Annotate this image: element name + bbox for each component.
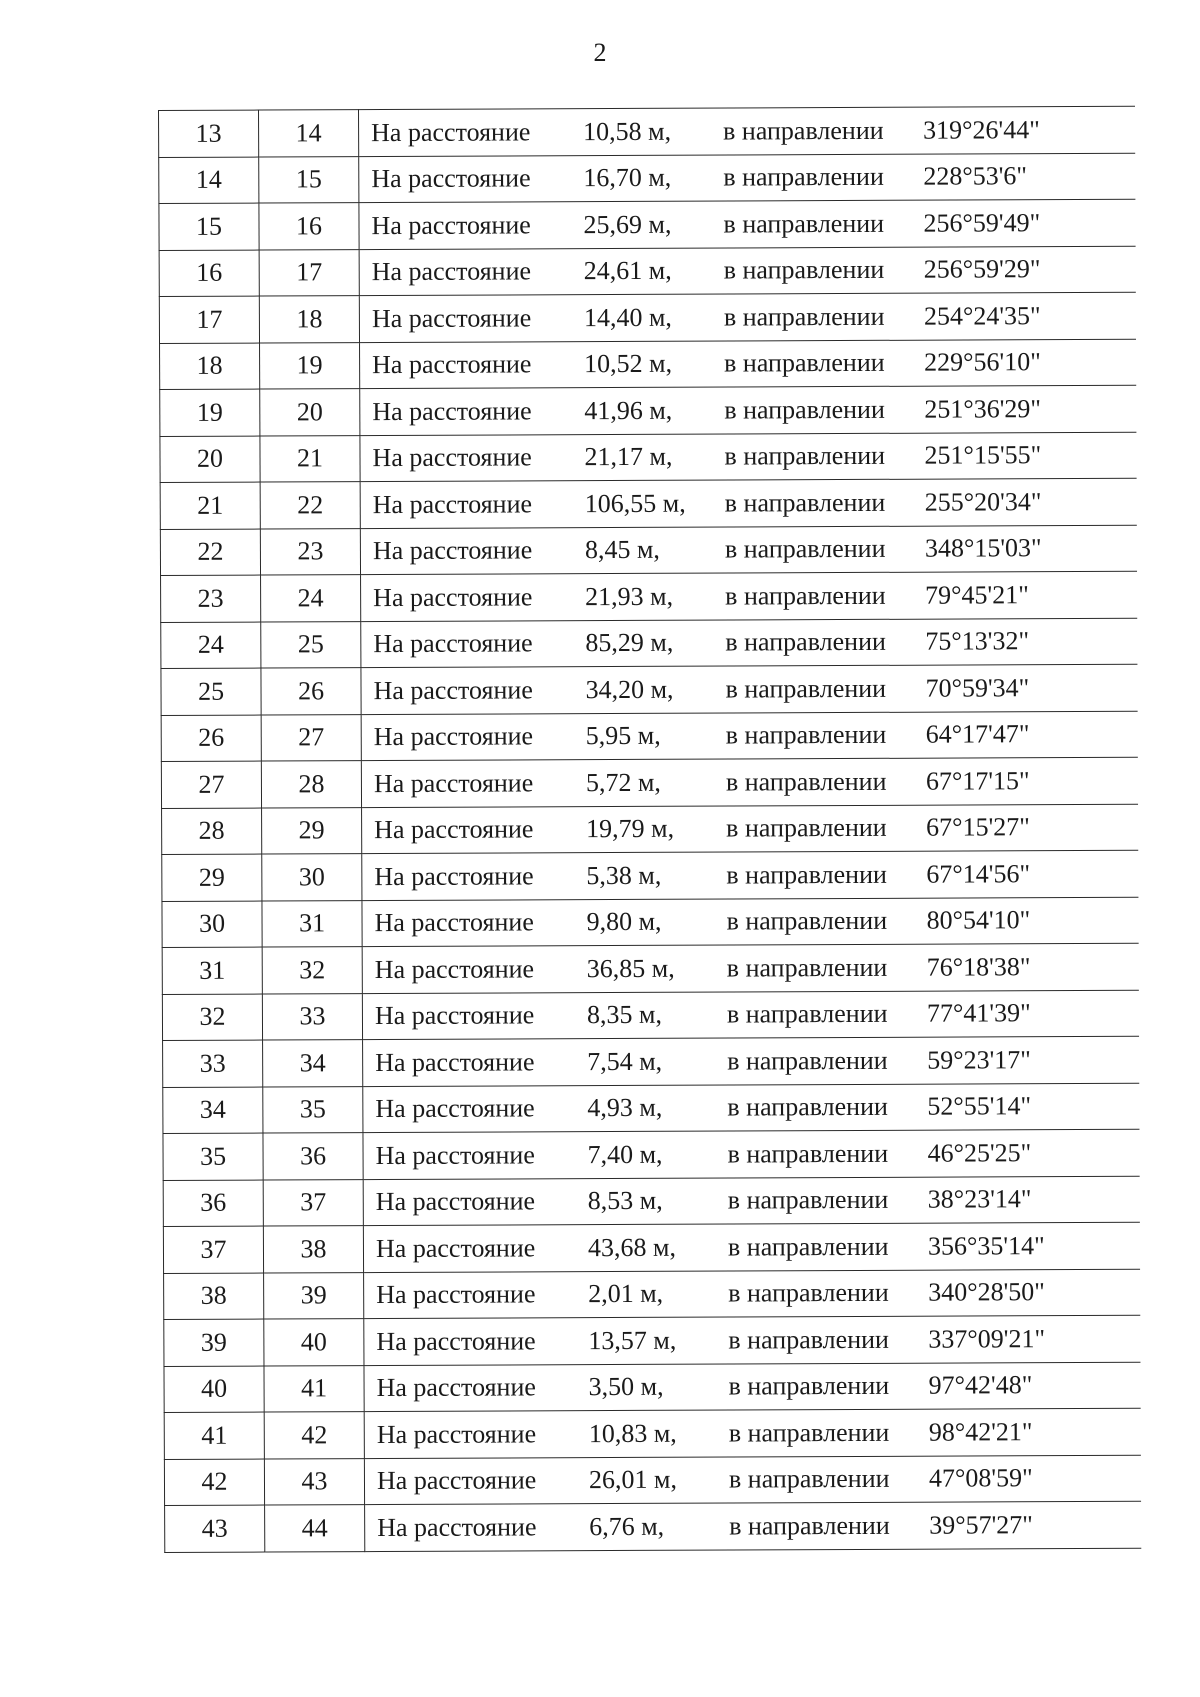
- distance-value: 8,35 м,: [586, 1000, 662, 1030]
- table-row: [160, 478, 1136, 529]
- distance-label: На расстояние: [371, 117, 531, 147]
- direction-label: в направлении: [728, 1464, 890, 1494]
- direction-value: 356°35'14": [927, 1230, 1045, 1261]
- table-row: [164, 1455, 1140, 1506]
- distance-label: На расстояние: [372, 535, 533, 566]
- distance-label: На расстояние: [374, 861, 534, 891]
- to-point-cell: 40: [264, 1319, 364, 1366]
- distance-value: 2,01 м,: [588, 1279, 664, 1309]
- distance-label: На расстояние: [372, 349, 532, 380]
- table-row: [160, 525, 1136, 576]
- direction-value: 97°42'48": [928, 1370, 1033, 1400]
- segment-description-cell: [361, 711, 1137, 761]
- table-row: [162, 943, 1138, 994]
- direction-value: 340°28'50": [928, 1277, 1045, 1307]
- segment-description-cell: [363, 1083, 1139, 1133]
- direction-value: 255°20'34": [924, 486, 1042, 517]
- distance-value: 8,45 м,: [584, 535, 660, 565]
- from-point-cell: 20: [160, 436, 260, 483]
- segment-description-cell: [360, 525, 1136, 575]
- to-point-cell: 32: [262, 947, 362, 994]
- direction-label: в направлении: [723, 162, 884, 192]
- direction-label: в направлении: [727, 1045, 888, 1076]
- segment-description-cell: [360, 339, 1136, 389]
- to-point-cell: 31: [262, 900, 362, 947]
- from-point-cell: 28: [162, 808, 262, 855]
- from-point-cell: 26: [161, 715, 261, 762]
- table-row: [160, 385, 1136, 436]
- from-point-cell: 30: [162, 901, 262, 948]
- to-point-cell: 39: [264, 1272, 364, 1319]
- direction-label: в направлении: [725, 580, 886, 611]
- distance-label: На расстояние: [375, 1233, 536, 1263]
- direction-value: 39°57'27": [929, 1509, 1033, 1540]
- from-point-cell: 25: [161, 668, 261, 715]
- distance-label: На расстояние: [376, 1419, 537, 1449]
- distance-label: На расстояние: [373, 675, 533, 705]
- table-row: [162, 990, 1138, 1041]
- from-point-cell: 33: [163, 1040, 263, 1087]
- segment-description-cell: [364, 1455, 1140, 1505]
- from-point-cell: 35: [163, 1133, 263, 1180]
- from-point-cell: 42: [164, 1459, 264, 1506]
- direction-label: в направлении: [728, 1278, 889, 1308]
- direction-value: 70°59'34": [925, 672, 1030, 703]
- distance-label: На расстояние: [376, 1372, 536, 1403]
- segment-description-cell: [359, 246, 1135, 296]
- from-point-cell: 17: [159, 296, 259, 343]
- table-row: [159, 246, 1135, 297]
- table-row: [161, 664, 1137, 715]
- direction-label: в направлении: [723, 115, 884, 146]
- distance-label: На расстояние: [373, 582, 533, 612]
- direction-label: в направлении: [726, 999, 888, 1029]
- to-point-cell: 38: [263, 1226, 363, 1273]
- segment-description-cell: [363, 1222, 1139, 1272]
- distance-label: На расстояние: [376, 1326, 536, 1356]
- distance-value: 26,01 м,: [588, 1464, 677, 1495]
- direction-value: 229°56'10": [924, 347, 1041, 377]
- table-row: [164, 1362, 1140, 1413]
- distance-label: На расстояние: [374, 907, 534, 938]
- from-point-cell: 19: [160, 389, 260, 436]
- table-row: [163, 1222, 1139, 1273]
- distance-value: 10,52 м,: [584, 349, 673, 379]
- segment-description-cell: [361, 664, 1137, 714]
- direction-value: 254°24'35": [923, 300, 1041, 331]
- from-point-cell: 43: [165, 1505, 265, 1552]
- distance-value: 7,54 м,: [587, 1046, 663, 1076]
- distance-label: На расстояние: [372, 442, 532, 473]
- table-row: [163, 1083, 1139, 1134]
- from-point-cell: 34: [163, 1087, 263, 1134]
- table-row: [162, 897, 1138, 948]
- distance-value: 6,76 м,: [589, 1511, 665, 1541]
- to-point-cell: 41: [264, 1365, 364, 1412]
- distance-value: 34,20 м,: [585, 674, 674, 704]
- direction-value: 251°15'55": [924, 440, 1042, 470]
- table-row: [159, 199, 1135, 250]
- direction-label: в направлении: [724, 348, 885, 378]
- direction-label: в направлении: [728, 1417, 890, 1448]
- distance-value: 5,95 м,: [585, 721, 661, 751]
- distance-value: 19,79 м,: [586, 814, 675, 844]
- table-row: [159, 153, 1135, 204]
- direction-label: в направлении: [724, 394, 885, 425]
- segment-description-cell: [362, 897, 1138, 947]
- from-point-cell: 39: [164, 1319, 264, 1366]
- distance-label: На расстояние: [372, 489, 533, 519]
- distance-label: На расстояние: [374, 814, 534, 845]
- direction-label: в направлении: [724, 534, 886, 564]
- direction-value: 59°23'17": [927, 1044, 1031, 1075]
- to-point-cell: 15: [259, 156, 359, 203]
- segment-description-cell: [363, 1129, 1139, 1179]
- distance-label: На расстояние: [371, 303, 532, 333]
- distance-label: На расстояние: [371, 256, 532, 287]
- segment-description-cell: [362, 943, 1138, 993]
- direction-value: 75°13'32": [925, 626, 1030, 656]
- to-point-cell: 14: [259, 110, 359, 157]
- from-point-cell: 18: [160, 343, 260, 390]
- direction-value: 98°42'21": [928, 1416, 1033, 1447]
- boundary-table: [158, 106, 1141, 1553]
- segment-description-cell: [361, 618, 1137, 668]
- to-point-cell: 29: [262, 807, 362, 854]
- segment-description-cell: [362, 990, 1138, 1040]
- distance-value: 21,17 м,: [584, 442, 673, 472]
- to-point-cell: 23: [260, 528, 360, 575]
- distance-label: На расстояние: [375, 1186, 536, 1217]
- direction-label: в направлении: [727, 1185, 889, 1215]
- direction-value: 251°36'29": [924, 393, 1042, 424]
- to-point-cell: 21: [260, 435, 360, 482]
- direction-value: 67°17'15": [925, 765, 1030, 796]
- direction-label: в направлении: [727, 1092, 888, 1122]
- segment-description-cell: [360, 478, 1136, 528]
- direction-value: 67°15'27": [926, 812, 1030, 842]
- direction-value: 256°59'29": [923, 254, 1041, 284]
- segment-description-cell: [364, 1362, 1140, 1412]
- distance-label: На расстояние: [375, 1140, 535, 1170]
- segment-description-cell: [359, 199, 1135, 249]
- distance-value: 3,50 м,: [588, 1372, 664, 1402]
- direction-label: в направлении: [723, 301, 885, 332]
- direction-label: в направлении: [727, 1231, 889, 1262]
- to-point-cell: 33: [262, 993, 362, 1040]
- to-point-cell: 17: [259, 249, 359, 296]
- distance-value: 21,93 м,: [585, 581, 674, 611]
- from-point-cell: 13: [159, 110, 259, 157]
- direction-label: в направлении: [726, 859, 887, 890]
- distance-label: На расстояние: [371, 210, 531, 240]
- from-point-cell: 21: [160, 482, 260, 529]
- direction-value: 76°18'38": [926, 951, 1031, 982]
- to-point-cell: 27: [261, 714, 361, 761]
- distance-value: 13,57 м,: [588, 1325, 677, 1355]
- direction-value: 64°17'47": [925, 719, 1030, 749]
- table-row: [160, 432, 1136, 483]
- distance-value: 14,40 м,: [583, 302, 672, 332]
- direction-label: в направлении: [728, 1371, 890, 1401]
- distance-value: 43,68 м,: [587, 1232, 676, 1262]
- distance-value: 4,93 м,: [587, 1093, 663, 1123]
- segment-description-cell: [361, 571, 1137, 621]
- direction-label: в направлении: [723, 255, 885, 285]
- table-row: [165, 1501, 1141, 1552]
- direction-label: в направлении: [726, 952, 888, 983]
- segment-description-cell: [360, 385, 1136, 435]
- to-point-cell: 20: [260, 389, 360, 436]
- direction-label: в направлении: [724, 441, 886, 471]
- distance-value: 5,38 м,: [586, 860, 662, 890]
- distance-label: На расстояние: [375, 1093, 535, 1124]
- to-point-cell: 24: [261, 575, 361, 622]
- table-row: [164, 1315, 1140, 1366]
- table-row: [160, 339, 1136, 390]
- page-number: 2: [593, 38, 607, 67]
- distance-value: 8,53 м,: [587, 1186, 663, 1216]
- to-point-cell: 26: [261, 668, 361, 715]
- distance-label: На расстояние: [374, 954, 535, 984]
- distance-value: 24,61 м,: [583, 256, 672, 286]
- to-point-cell: 44: [265, 1505, 365, 1552]
- segment-description-cell: [364, 1408, 1140, 1458]
- direction-value: 348°15'03": [924, 533, 1042, 563]
- direction-value: 337°09'21": [928, 1323, 1046, 1354]
- distance-label: На расстояние: [376, 1465, 537, 1496]
- distance-value: 5,72 м,: [585, 767, 661, 797]
- from-point-cell: 24: [161, 622, 261, 669]
- segment-description-cell: [359, 153, 1135, 203]
- table-row: [161, 618, 1137, 669]
- distance-value: 36,85 м,: [586, 953, 675, 983]
- direction-value: 67°14'56": [926, 858, 1031, 889]
- distance-value: 106,55 м,: [584, 488, 686, 518]
- direction-value: 79°45'21": [925, 579, 1029, 610]
- direction-label: в направлении: [728, 1324, 889, 1355]
- direction-label: в направлении: [725, 766, 887, 797]
- segment-description-cell: [359, 106, 1135, 156]
- distance-value: 9,80 м,: [586, 907, 662, 937]
- direction-label: в направлении: [726, 906, 888, 936]
- distance-label: На расстояние: [371, 163, 531, 194]
- segment-description-cell: [360, 432, 1136, 482]
- to-point-cell: 25: [261, 621, 361, 668]
- table-row: [161, 711, 1137, 762]
- direction-label: в направлении: [729, 1510, 890, 1541]
- direction-value: 256°59'49": [923, 207, 1041, 238]
- distance-value: 10,58 м,: [583, 116, 672, 146]
- table-row: [162, 850, 1138, 901]
- to-point-cell: 16: [259, 203, 359, 250]
- table-row: [159, 292, 1135, 343]
- to-point-cell: 30: [262, 854, 362, 901]
- segment-description-cell: [362, 850, 1138, 900]
- table-row: [159, 106, 1135, 157]
- distance-value: 10,83 м,: [588, 1418, 677, 1448]
- from-point-cell: 31: [162, 947, 262, 994]
- direction-label: в направлении: [724, 487, 886, 518]
- direction-value: 38°23'14": [927, 1184, 1032, 1214]
- segment-description-cell: [363, 1176, 1139, 1226]
- table-row: [164, 1269, 1140, 1320]
- to-point-cell: 35: [263, 1086, 363, 1133]
- from-point-cell: 32: [162, 994, 262, 1041]
- from-point-cell: 22: [160, 529, 260, 576]
- segment-description-cell: [359, 292, 1135, 342]
- distance-value: 25,69 м,: [583, 209, 672, 239]
- from-point-cell: 38: [164, 1273, 264, 1320]
- table-row: [162, 804, 1138, 855]
- direction-label: в направлении: [726, 813, 887, 843]
- direction-value: 46°25'25": [927, 1137, 1032, 1168]
- distance-label: На расстояние: [374, 1000, 535, 1031]
- to-point-cell: 19: [260, 342, 360, 389]
- distance-label: На расстояние: [372, 396, 532, 426]
- table-row: [164, 1408, 1140, 1459]
- distance-value: 16,70 м,: [583, 163, 672, 193]
- to-point-cell: 36: [263, 1133, 363, 1180]
- direction-label: в направлении: [723, 208, 885, 239]
- from-point-cell: 41: [164, 1412, 264, 1459]
- direction-value: 228°53'6": [923, 161, 1028, 191]
- to-point-cell: 43: [264, 1458, 364, 1505]
- distance-value: 85,29 м,: [585, 628, 674, 658]
- to-point-cell: 18: [259, 296, 359, 343]
- table-row: [163, 1176, 1139, 1227]
- table-row: [163, 1036, 1139, 1087]
- from-point-cell: 15: [159, 203, 259, 250]
- direction-label: в направлении: [725, 720, 887, 750]
- to-point-cell: 28: [261, 761, 361, 808]
- segment-description-cell: [364, 1315, 1140, 1365]
- direction-value: 77°41'39": [926, 998, 1031, 1028]
- table-row: [161, 757, 1137, 808]
- from-point-cell: 29: [162, 854, 262, 901]
- distance-label: На расстояние: [373, 721, 534, 752]
- from-point-cell: 36: [163, 1180, 263, 1227]
- distance-label: На расстояние: [375, 1047, 535, 1077]
- from-point-cell: 27: [161, 761, 261, 808]
- distance-label: На расстояние: [376, 1279, 536, 1310]
- segment-description-cell: [362, 804, 1138, 854]
- segment-description-cell: [361, 757, 1137, 807]
- direction-label: в направлении: [725, 673, 887, 704]
- distance-value: 7,40 м,: [587, 1139, 663, 1169]
- from-point-cell: 23: [161, 575, 261, 622]
- direction-value: 319°26'44": [923, 114, 1040, 145]
- to-point-cell: 42: [264, 1412, 364, 1459]
- segment-description-cell: [364, 1269, 1140, 1319]
- distance-value: 41,96 м,: [584, 395, 673, 425]
- from-point-cell: 37: [163, 1226, 263, 1273]
- to-point-cell: 22: [260, 482, 360, 529]
- from-point-cell: 14: [159, 157, 259, 204]
- direction-label: в направлении: [725, 627, 886, 657]
- segment-description-cell: [365, 1501, 1141, 1551]
- distance-label: На расстояние: [373, 628, 533, 659]
- direction-label: в направлении: [727, 1138, 889, 1169]
- to-point-cell: 34: [263, 1040, 363, 1087]
- distance-label: На расстояние: [377, 1512, 537, 1542]
- segment-description-cell: [363, 1036, 1139, 1086]
- to-point-cell: 37: [263, 1179, 363, 1226]
- table-body: [159, 106, 1141, 1552]
- distance-label: На расстояние: [373, 768, 534, 798]
- from-point-cell: 16: [159, 250, 259, 297]
- direction-value: 47°08'59": [928, 1463, 1033, 1493]
- direction-value: 52°55'14": [927, 1091, 1032, 1121]
- table-row: [163, 1129, 1139, 1180]
- direction-value: 80°54'10": [926, 905, 1031, 935]
- table-row: [161, 571, 1137, 622]
- from-point-cell: 40: [164, 1366, 264, 1413]
